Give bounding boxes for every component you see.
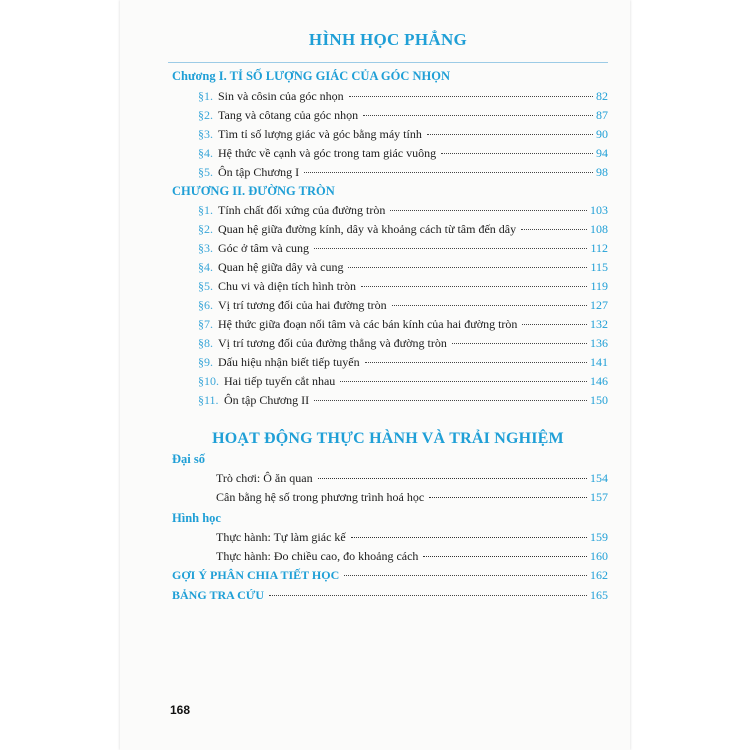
item-number: §9.	[198, 355, 213, 369]
section-title-hoat-dong: HOẠT ĐỘNG THỰC HÀNH VÀ TRẢI NGHIỆM	[212, 430, 564, 447]
toc-row[interactable]	[198, 298, 608, 314]
leader-dots	[365, 362, 587, 363]
page-number: 168	[170, 703, 191, 717]
item-title: Quan hệ giữa đường kính, dây và khoảng cách từ tâm đến dây	[218, 222, 517, 236]
item-number: §2.	[198, 108, 213, 122]
item-page: 82	[596, 89, 608, 103]
item-number: §4.	[198, 146, 213, 160]
item-title: Tính chất đối xứng của đường tròn	[218, 203, 386, 217]
item-number: §3.	[198, 127, 213, 141]
item-title: GỢI Ý PHÂN CHIA TIẾT HỌC	[172, 568, 340, 582]
leader-dots	[348, 267, 587, 268]
toc-row-goi-y[interactable]	[172, 568, 608, 584]
item-title: Góc ở tâm và cung	[218, 241, 309, 255]
item-title: Hệ thức về cạnh và góc trong tam giác vuông	[218, 146, 437, 160]
item-number: §11.	[198, 393, 219, 407]
item-number: §4.	[198, 260, 213, 274]
chapter-1-title: Chương I. TỈ SỐ LƯỢNG GIÁC CỦA GÓC NHỌN	[172, 69, 451, 83]
item-number: §10.	[198, 374, 219, 388]
toc-row[interactable]	[216, 530, 608, 546]
leader-dots	[304, 172, 593, 173]
item-number: §2.	[198, 222, 213, 236]
leader-dots	[340, 381, 587, 382]
item-title: Hai tiếp tuyến cắt nhau	[224, 374, 336, 388]
item-title: Thực hành: Đo chiều cao, đo khoảng cách	[216, 549, 419, 563]
item-number: §5.	[198, 279, 213, 293]
leader-dots	[349, 96, 593, 97]
section-title-hinh-hoc-phang: HÌNH HỌC PHẲNG	[308, 30, 468, 49]
item-page: 159	[590, 530, 608, 544]
toc-row[interactable]	[198, 374, 608, 390]
leader-dots	[314, 400, 587, 401]
item-title: Ôn tập Chương II	[224, 393, 310, 407]
toc-row[interactable]	[198, 260, 608, 276]
divider	[168, 62, 608, 63]
leader-dots	[452, 343, 587, 344]
item-page: 115	[590, 260, 608, 274]
book-page	[120, 0, 630, 750]
toc-row[interactable]	[198, 165, 608, 181]
toc-row[interactable]	[198, 336, 608, 352]
item-title: Ôn tập Chương I	[218, 165, 300, 179]
item-page: 112	[590, 241, 608, 255]
toc-row[interactable]	[198, 108, 608, 124]
leader-dots	[429, 497, 587, 498]
item-title: Tìm tỉ số lượng giác và góc bằng máy tính	[218, 127, 422, 141]
item-title: BẢNG TRA CỨU	[172, 588, 265, 602]
item-title: Hệ thức giữa đoạn nối tâm và các bán kính của hai đường tròn	[218, 317, 518, 331]
leader-dots	[522, 324, 587, 325]
item-title: Quan hệ giữa dây và cung	[218, 260, 344, 274]
item-page: 87	[596, 108, 608, 122]
item-page: 90	[596, 127, 608, 141]
leader-dots	[423, 556, 587, 557]
leader-dots	[318, 478, 587, 479]
toc-row[interactable]	[216, 471, 608, 487]
leader-dots	[521, 229, 587, 230]
item-title: Trò chơi: Ô ăn quan	[216, 471, 313, 485]
toc-row[interactable]	[216, 490, 608, 506]
leader-dots	[392, 305, 587, 306]
item-page: 141	[590, 355, 608, 369]
item-page: 150	[590, 393, 608, 407]
leader-dots	[269, 595, 587, 596]
leader-dots	[390, 210, 587, 211]
chapter-2-title: CHƯƠNG II. ĐƯỜNG TRÒN	[172, 184, 335, 198]
toc-row[interactable]	[198, 279, 608, 295]
item-page: 157	[590, 490, 608, 504]
item-page: 154	[590, 471, 608, 485]
item-page: 108	[590, 222, 608, 236]
item-page: 165	[590, 588, 608, 602]
toc-row[interactable]	[198, 241, 608, 257]
toc-row[interactable]	[216, 549, 608, 565]
item-title: Cân bằng hệ số trong phương trình hoá học	[216, 490, 425, 504]
leader-dots	[344, 575, 587, 576]
toc-row[interactable]	[198, 127, 608, 143]
leader-dots	[361, 286, 587, 287]
item-number: §3.	[198, 241, 213, 255]
item-title: Tang và côtang của góc nhọn	[218, 108, 359, 122]
item-number: §5.	[198, 165, 213, 179]
leader-dots	[427, 134, 593, 135]
item-title: Thực hành: Tự làm giác kế	[216, 530, 346, 544]
subsection-hinh-hoc: Hình học	[172, 511, 221, 525]
subsection-dai-so: Đại số	[172, 452, 205, 466]
item-title: Chu vi và diện tích hình tròn	[218, 279, 356, 293]
item-page: 162	[590, 568, 608, 582]
toc-row[interactable]	[198, 89, 608, 105]
toc-row[interactable]	[198, 203, 608, 219]
leader-dots	[351, 537, 587, 538]
toc-row[interactable]	[198, 146, 608, 162]
toc-row-bang-tra-cuu[interactable]	[172, 588, 608, 604]
item-title: Sin và côsin của góc nhọn	[218, 89, 344, 103]
item-title: Dấu hiệu nhận biết tiếp tuyến	[218, 355, 360, 369]
item-page: 136	[590, 336, 608, 350]
item-number: §6.	[198, 298, 213, 312]
item-page: 119	[590, 279, 608, 293]
item-page: 94	[596, 146, 608, 160]
toc-row[interactable]	[198, 317, 608, 333]
toc-row[interactable]	[198, 222, 608, 238]
item-page: 160	[590, 549, 608, 563]
item-page: 146	[590, 374, 608, 388]
item-number: §7.	[198, 317, 213, 331]
item-number: §1.	[198, 89, 213, 103]
item-page: 103	[590, 203, 608, 217]
leader-dots	[441, 153, 593, 154]
toc-row[interactable]	[198, 393, 608, 409]
item-page: 127	[590, 298, 608, 312]
item-page: 98	[596, 165, 608, 179]
item-title: Vị trí tương đối của đường thẳng và đường tròn	[218, 336, 447, 350]
leader-dots	[314, 248, 587, 249]
item-number: §8.	[198, 336, 213, 350]
item-title: Vị trí tương đối của hai đường tròn	[218, 298, 387, 312]
leader-dots	[363, 115, 593, 116]
item-number: §1.	[198, 203, 213, 217]
item-page: 132	[590, 317, 608, 331]
toc-row[interactable]	[198, 355, 608, 371]
